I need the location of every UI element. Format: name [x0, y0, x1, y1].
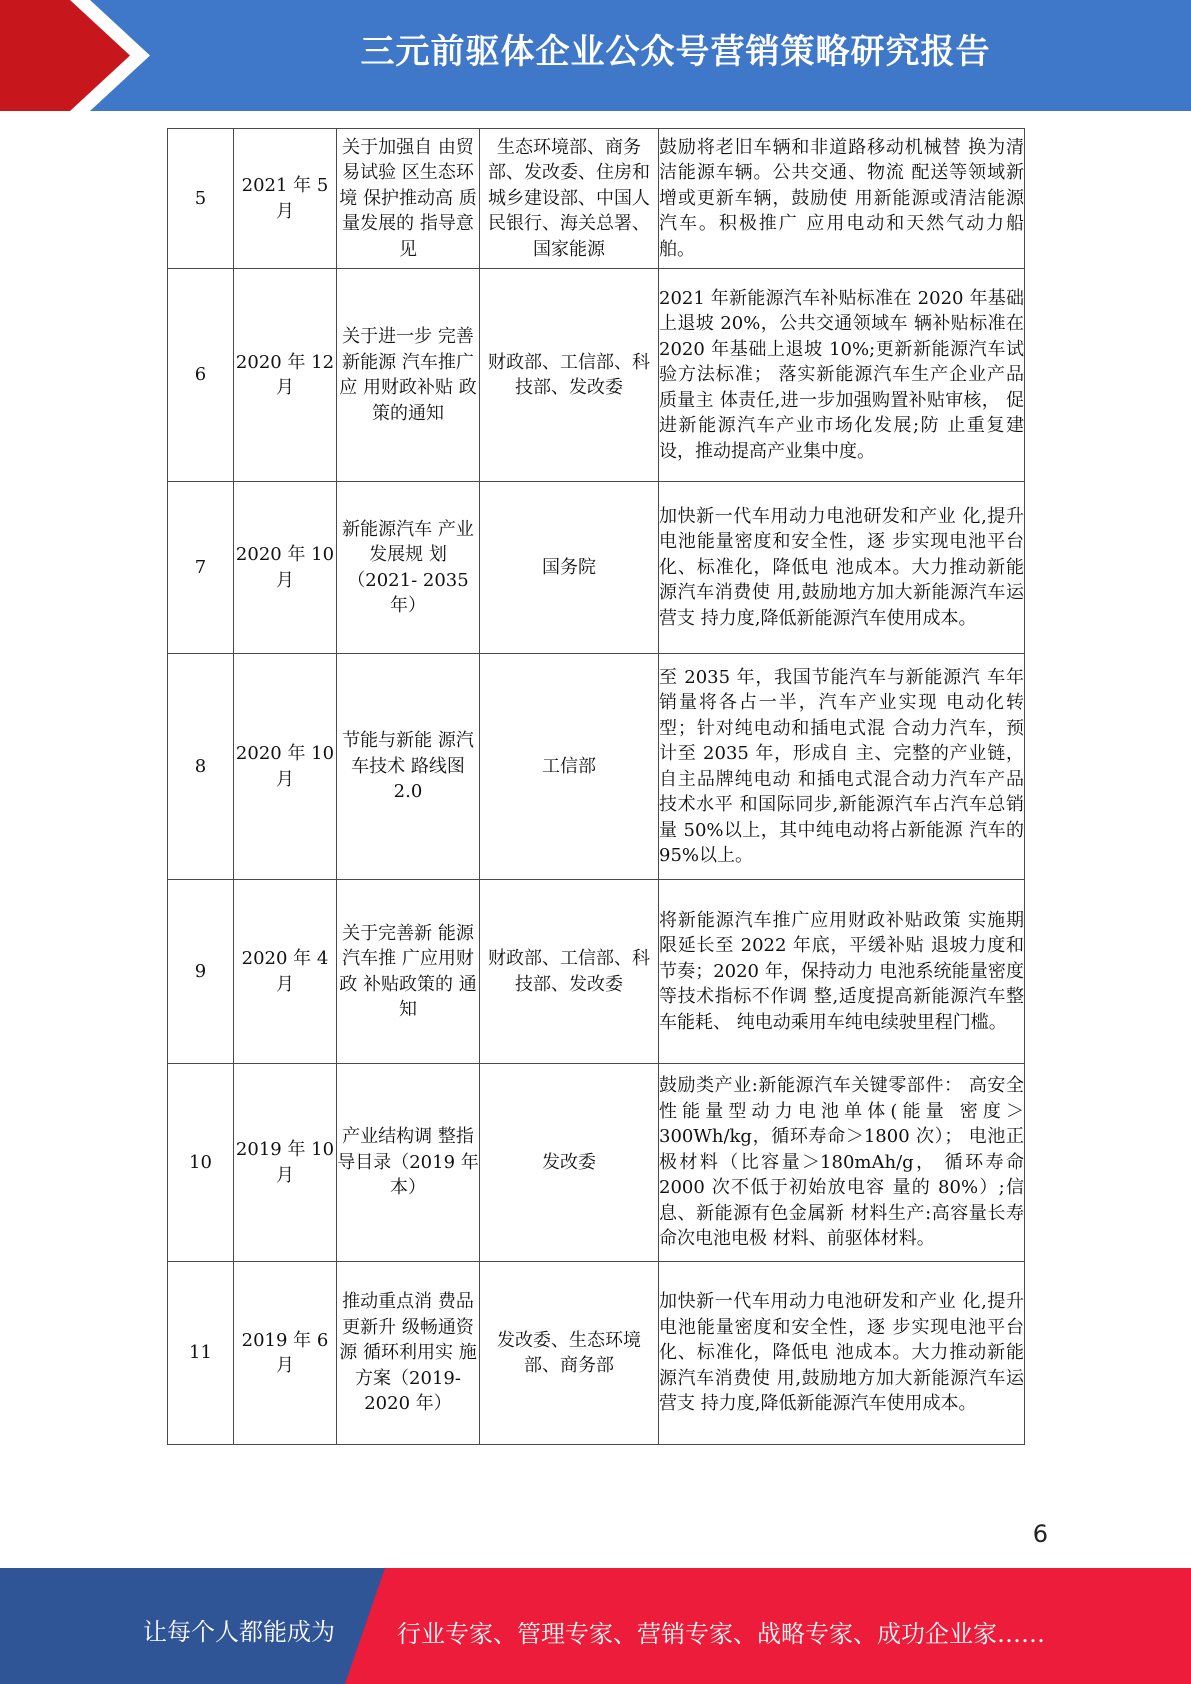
row-date: 2020 年 12 月	[234, 269, 337, 482]
row-policy-title	[337, 482, 480, 654]
row-policy-title	[337, 269, 480, 482]
footer-slogan-left: 让每个人都能成为	[143, 1618, 335, 1646]
row-number: 9	[168, 880, 234, 1064]
row-department: 生态环境部、商务部、发改委、住房和城乡建设部、中国人民银行、海关总署、国家能源	[480, 129, 659, 269]
row-policy-title	[337, 654, 480, 880]
policy-table	[167, 128, 1025, 1445]
row-policy-title	[337, 129, 480, 269]
policy-title-text: 关于完善新 能源汽车推 广应用财政 补贴政策的 通知	[339, 922, 477, 1020]
table-row	[168, 269, 1025, 482]
row-policy-title	[337, 880, 480, 1064]
row-department: 发改委	[480, 1064, 659, 1262]
footer-slogan-right: 行业专家、管理专家、营销专家、战略专家、成功企业家……	[397, 1620, 1045, 1648]
policy-title-text: 新能源汽车 产业发展规 划（2021- 2035 年）	[342, 518, 474, 616]
row-content: 2021 年新能源汽车补贴标准在 2020 年基础上退坡 20%，公共交通领域车 辆补贴标准在 2020 年基础上退坡 10%;更新新能源汽车试验方法标准； 落实新能源汽车生产企业产品质量主 体责任,进一步加强购置补贴审核， 促进新能源汽车产业市场化发展;防 止重复建设，推动提高产业集中度。	[659, 269, 1025, 482]
row-department: 工信部	[480, 654, 659, 880]
row-number: 11	[168, 1262, 234, 1445]
row-content: 加快新一代车用动力电池研发和产业 化,提升电池能量密度和安全性，逐 步实现电池平台化、标准化，降低电 池成本。大力推动新能源汽车消费使 用,鼓励地方加大新能源汽车运营支 持力度,降低新能源汽车使用成本。	[659, 482, 1025, 654]
row-date: 2020 年 10 月	[234, 482, 337, 654]
table-row	[168, 880, 1025, 1064]
document-title: 三元前驱体企业公众号营销策略研究报告	[360, 32, 991, 72]
policy-title-text: 关于进一步 完善新能源 汽车推广应 用财政补贴 政策的通知	[339, 326, 477, 424]
row-number: 5	[168, 129, 234, 269]
table-row	[168, 1262, 1025, 1445]
row-department: 财政部、工信部、科技部、发改委	[480, 880, 659, 1064]
policy-title-text: 节能与新能 源汽车技术 路线图 2.0	[342, 730, 474, 803]
row-department: 国务院	[480, 482, 659, 654]
row-department: 发改委、生态环境部、商务部	[480, 1262, 659, 1445]
row-policy-title	[337, 1064, 480, 1262]
table-row	[168, 1064, 1025, 1262]
row-number: 8	[168, 654, 234, 880]
table-row	[168, 129, 1025, 269]
row-department: 财政部、工信部、科技部、发改委	[480, 269, 659, 482]
row-date: 2019 年 6 月	[234, 1262, 337, 1445]
row-number: 10	[168, 1064, 234, 1262]
row-date: 2020 年 4 月	[234, 880, 337, 1064]
page-footer	[0, 1568, 1191, 1684]
policy-title-text: 产业结构调 整指导目录（2019 年本）	[337, 1126, 479, 1199]
row-content: 鼓励将老旧车辆和非道路移动机械替 换为清洁能源车辆。公共交通、物流 配送等领域新增或更新车辆，鼓励使 用新能源或清洁能源汽车。积极推广 应用电动和天然气动力船舶。	[659, 129, 1025, 269]
policy-title-text: 推动重点消 费品更新升 级畅通资源 循环利用实 施方案（2019-2020 年）	[339, 1291, 477, 1415]
row-number: 7	[168, 482, 234, 654]
table-row	[168, 482, 1025, 654]
row-content: 将新能源汽车推广应用财政补贴政策 实施期限延长至 2022 年底，平缓补贴 退坡力度和节奏；2020 年，保持动力 电池系统能量密度等技术指标不作调 整,适度提高新能源汽车整车能耗、 纯电动乘用车纯电续驶里程门槛。	[659, 880, 1025, 1064]
row-content: 至 2035 年，我国节能汽车与新能源汽 车年销量将各占一半，汽车产业实现 电动化转型；针对纯电动和插电式混 合动力汽车，预计至 2035 年，形成自 主、完整的产业链，自主品牌纯电动 和插电式混合动力汽车产品技术水平 和国际同步,新能源汽车占汽车总销 量 50%以上，其中纯电动将占新能源 汽车的 95%以上。	[659, 654, 1025, 880]
row-date: 2021 年 5 月	[234, 129, 337, 269]
table-row	[168, 654, 1025, 880]
row-content: 鼓励类产业:新能源汽车关键零部件： 高安全性能量型动力电池单体(能量 密度＞300Wh/kg，循环寿命＞1800 次）； 电池正极材料（比容量＞180mAh/g， 循环寿命 2000 次不低于初始放电容 量的 80%）;信息、新能源有色金属新 材料生产:高容量长寿命次电池电极 材料、前驱体材料。	[659, 1064, 1025, 1262]
policy-title-text: 关于加强自 由贸易试验 区生态环境 保护推动高 质量发展的 指导意见	[339, 136, 477, 260]
row-content: 加快新一代车用动力电池研发和产业 化,提升电池能量密度和安全性，逐 步实现电池平台化、标准化，降低电 池成本。大力推动新能源汽车消费使 用,鼓励地方加大新能源汽车运营支 持力度,降低新能源汽车使用成本。	[659, 1262, 1025, 1445]
row-date: 2020 年 10 月	[234, 654, 337, 880]
page-number: 6	[1032, 1520, 1048, 1548]
row-number: 6	[168, 269, 234, 482]
row-date: 2019 年 10 月	[234, 1064, 337, 1262]
page-header	[0, 0, 1191, 111]
row-policy-title	[337, 1262, 480, 1445]
